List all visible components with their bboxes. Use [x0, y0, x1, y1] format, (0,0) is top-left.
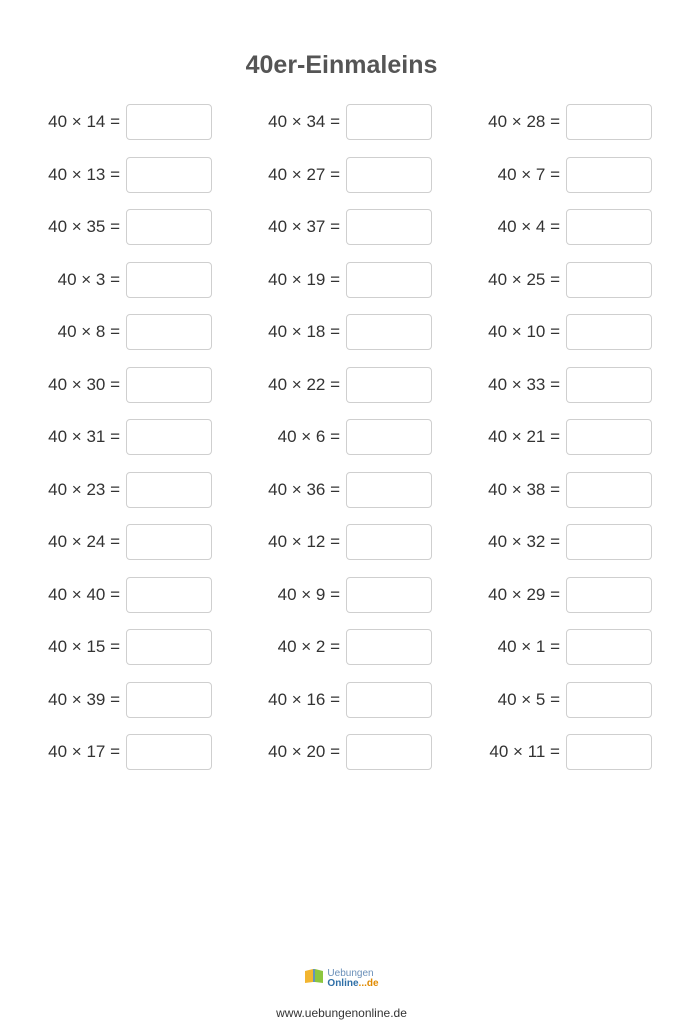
exercise-expression: 40 × 33 = — [488, 374, 560, 394]
exercise-item — [220, 366, 432, 404]
exercise-item — [0, 313, 212, 351]
answer-input[interactable] — [126, 262, 212, 298]
exercise-item — [440, 471, 652, 509]
answer-input[interactable] — [566, 734, 652, 770]
exercise-item — [440, 103, 652, 141]
answer-input[interactable] — [566, 262, 652, 298]
exercise-item — [440, 261, 652, 299]
exercise-item — [220, 208, 432, 246]
answer-input[interactable] — [566, 629, 652, 665]
exercise-item — [220, 576, 432, 614]
exercise-item — [0, 208, 212, 246]
exercise-expression: 40 × 14 = — [48, 112, 120, 131]
exercise-expression: 40 × 28 = — [488, 112, 560, 131]
answer-input[interactable] — [566, 524, 652, 560]
exercise-row — [0, 681, 683, 734]
exercise-expression: 40 × 18 = — [268, 322, 340, 341]
exercise-expression: 40 × 30 = — [48, 374, 120, 394]
answer-input[interactable] — [346, 157, 432, 193]
exercise-row — [0, 523, 683, 576]
logo-line2-online: Online — [327, 977, 359, 989]
answer-input[interactable] — [126, 209, 212, 245]
exercise-item — [440, 681, 652, 719]
answer-input[interactable] — [566, 209, 652, 245]
answer-input[interactable] — [126, 524, 212, 560]
answer-input[interactable] — [346, 419, 432, 455]
exercise-item — [0, 261, 212, 299]
answer-input[interactable] — [566, 472, 652, 508]
exercise-row — [0, 418, 683, 471]
exercise-row — [0, 471, 683, 524]
exercise-expression: 40 × 2 = — [277, 637, 340, 656]
exercise-item — [220, 471, 432, 509]
answer-input[interactable] — [126, 419, 212, 455]
answer-input[interactable] — [566, 157, 652, 193]
exercise-expression: 40 × 13 = — [48, 164, 120, 184]
exercise-item — [440, 366, 652, 404]
exercise-expression: 40 × 8 = — [57, 322, 120, 341]
exercise-expression: 40 × 39 = — [48, 689, 120, 709]
exercise-item — [220, 681, 432, 719]
exercise-item — [440, 733, 652, 771]
exercise-row — [0, 208, 683, 261]
answer-input[interactable] — [346, 104, 432, 140]
exercise-expression: 40 × 5 = — [497, 689, 560, 709]
exercise-item — [440, 313, 652, 351]
exercise-item — [440, 628, 652, 666]
exercise-item — [0, 103, 212, 141]
exercise-expression: 40 × 16 = — [268, 689, 340, 709]
exercise-expression: 40 × 20 = — [268, 742, 340, 761]
footer-url: www.uebungenonline.de — [276, 1006, 407, 1020]
exercise-item — [0, 418, 212, 456]
answer-input[interactable] — [346, 734, 432, 770]
exercise-item — [220, 261, 432, 299]
answer-input[interactable] — [346, 577, 432, 613]
exercise-expression: 40 × 15 = — [48, 637, 120, 656]
exercise-expression: 40 × 34 = — [268, 112, 340, 131]
exercise-expression: 40 × 6 = — [277, 427, 340, 446]
exercise-item — [0, 366, 212, 404]
answer-input[interactable] — [566, 104, 652, 140]
exercise-grid — [0, 103, 683, 786]
exercise-item — [440, 576, 652, 614]
exercise-item — [440, 523, 652, 561]
exercise-row — [0, 733, 683, 786]
exercise-item — [220, 156, 432, 194]
exercise-item — [0, 156, 212, 194]
book-icon — [304, 968, 324, 989]
answer-input[interactable] — [346, 472, 432, 508]
exercise-item — [0, 733, 212, 771]
exercise-expression: 40 × 35 = — [48, 217, 120, 236]
exercise-item — [0, 471, 212, 509]
answer-input[interactable] — [566, 314, 652, 350]
answer-input[interactable] — [126, 314, 212, 350]
answer-input[interactable] — [566, 367, 652, 403]
exercise-expression: 40 × 32 = — [488, 532, 560, 551]
exercise-item — [0, 523, 212, 561]
footer-logo — [0, 968, 683, 989]
exercise-item — [220, 628, 432, 666]
answer-input[interactable] — [566, 419, 652, 455]
exercise-row — [0, 156, 683, 209]
exercise-item — [440, 208, 652, 246]
exercise-item — [440, 418, 652, 456]
exercise-item — [220, 418, 432, 456]
exercise-expression: 40 × 25 = — [488, 269, 560, 289]
exercise-expression: 40 × 4 = — [497, 217, 560, 236]
logo — [304, 968, 378, 989]
exercise-row — [0, 103, 683, 156]
page-title: 40er-Einmaleins — [245, 50, 438, 79]
exercise-expression: 40 × 3 = — [57, 269, 120, 289]
answer-input[interactable] — [346, 629, 432, 665]
answer-input[interactable] — [346, 367, 432, 403]
exercise-row — [0, 576, 683, 629]
answer-input[interactable] — [126, 157, 212, 193]
logo-line1: Uebungen — [327, 967, 374, 979]
exercise-expression: 40 × 40 = — [48, 584, 120, 604]
answer-input[interactable] — [346, 314, 432, 350]
exercise-expression: 40 × 7 = — [497, 164, 560, 184]
exercise-expression: 40 × 24 = — [48, 532, 120, 551]
exercise-expression: 40 × 19 = — [268, 269, 340, 289]
exercise-expression: 40 × 17 = — [48, 742, 120, 761]
exercise-expression: 40 × 27 = — [268, 164, 340, 184]
answer-input[interactable] — [346, 262, 432, 298]
exercise-expression: 40 × 22 = — [268, 374, 340, 394]
exercise-item — [0, 576, 212, 614]
answer-input[interactable] — [126, 472, 212, 508]
answer-input[interactable] — [126, 104, 212, 140]
exercise-expression: 40 × 23 = — [48, 479, 120, 499]
answer-input[interactable] — [346, 524, 432, 560]
exercise-expression: 40 × 37 = — [268, 217, 340, 236]
exercise-item — [440, 156, 652, 194]
exercise-item — [0, 681, 212, 719]
answer-input[interactable] — [126, 629, 212, 665]
exercise-expression: 40 × 21 = — [488, 427, 560, 446]
answer-input[interactable] — [566, 682, 652, 718]
answer-input[interactable] — [346, 682, 432, 718]
logo-line2-de: ...de — [358, 977, 379, 989]
exercise-item — [220, 733, 432, 771]
exercise-expression: 40 × 10 = — [488, 322, 560, 341]
answer-input[interactable] — [126, 734, 212, 770]
exercise-expression: 40 × 12 = — [268, 532, 340, 551]
exercise-item — [220, 103, 432, 141]
exercise-row — [0, 366, 683, 419]
exercise-expression: 40 × 38 = — [488, 479, 560, 499]
exercise-item — [220, 523, 432, 561]
logo-text — [327, 969, 378, 989]
exercise-expression: 40 × 11 = — [489, 742, 560, 761]
exercise-row — [0, 261, 683, 314]
exercise-row — [0, 313, 683, 366]
answer-input[interactable] — [566, 577, 652, 613]
exercise-item — [0, 628, 212, 666]
answer-input[interactable] — [126, 577, 212, 613]
exercise-expression: 40 × 29 = — [488, 584, 560, 604]
exercise-expression: 40 × 9 = — [277, 584, 340, 604]
answer-input[interactable] — [346, 209, 432, 245]
exercise-expression: 40 × 36 = — [268, 479, 340, 499]
exercise-expression: 40 × 31 = — [48, 427, 120, 446]
answer-input[interactable] — [126, 367, 212, 403]
exercise-row — [0, 628, 683, 681]
exercise-item — [220, 313, 432, 351]
logo-line2 — [327, 979, 378, 989]
exercise-expression: 40 × 1 = — [497, 637, 560, 656]
answer-input[interactable] — [126, 682, 212, 718]
